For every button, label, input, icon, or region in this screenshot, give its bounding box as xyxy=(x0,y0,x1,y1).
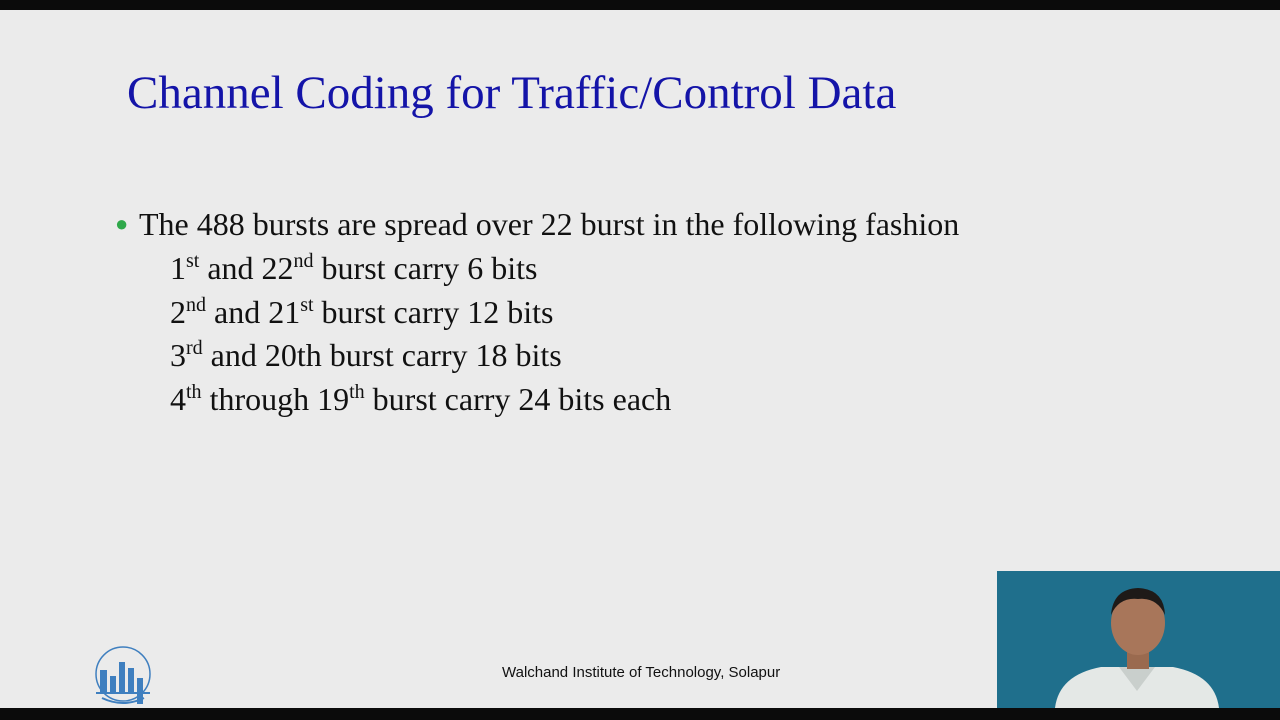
bullet-text: The 488 bursts are spread over 22 burst in the following fashion xyxy=(139,206,960,242)
ordinal-suffix: th xyxy=(186,381,202,403)
ordinal-suffix: st xyxy=(186,250,200,272)
line-text: 4 xyxy=(170,381,186,417)
top-letterbox-bar xyxy=(0,0,1280,10)
speaker-video-feed xyxy=(997,571,1280,708)
bullet-dot-icon: ● xyxy=(115,211,129,236)
line-text: burst carry 6 bits xyxy=(313,250,538,286)
line-text: and 20th burst carry 18 bits xyxy=(202,337,562,373)
line-text: burst carry 24 bits each xyxy=(364,381,672,417)
line-text: 3 xyxy=(170,337,186,373)
institute-logo-icon xyxy=(92,638,154,708)
line-text: through 19 xyxy=(201,381,350,417)
ordinal-suffix: th xyxy=(349,381,365,403)
slide xyxy=(0,10,1280,708)
bullet-point xyxy=(115,206,959,243)
ordinal-suffix: rd xyxy=(186,337,203,359)
sub-point-line xyxy=(170,337,562,374)
slide-title: Channel Coding for Traffic/Control Data xyxy=(127,67,897,119)
sub-point-line xyxy=(170,381,671,418)
line-text: burst carry 12 bits xyxy=(313,294,554,330)
line-text: and 21 xyxy=(206,294,301,330)
ordinal-suffix: nd xyxy=(293,250,314,272)
ordinal-suffix: st xyxy=(300,294,314,316)
sub-point-line xyxy=(170,294,554,331)
bottom-letterbox-bar xyxy=(0,708,1280,720)
sub-point-line xyxy=(170,250,538,287)
ordinal-suffix: nd xyxy=(186,294,206,316)
line-text: 1 xyxy=(170,250,186,286)
footer-institute-name: Walchand Institute of Technology, Solapur xyxy=(502,664,781,681)
line-text: and 22 xyxy=(199,250,294,286)
line-text: 2 xyxy=(170,294,186,330)
speaker-avatar xyxy=(997,571,1280,708)
